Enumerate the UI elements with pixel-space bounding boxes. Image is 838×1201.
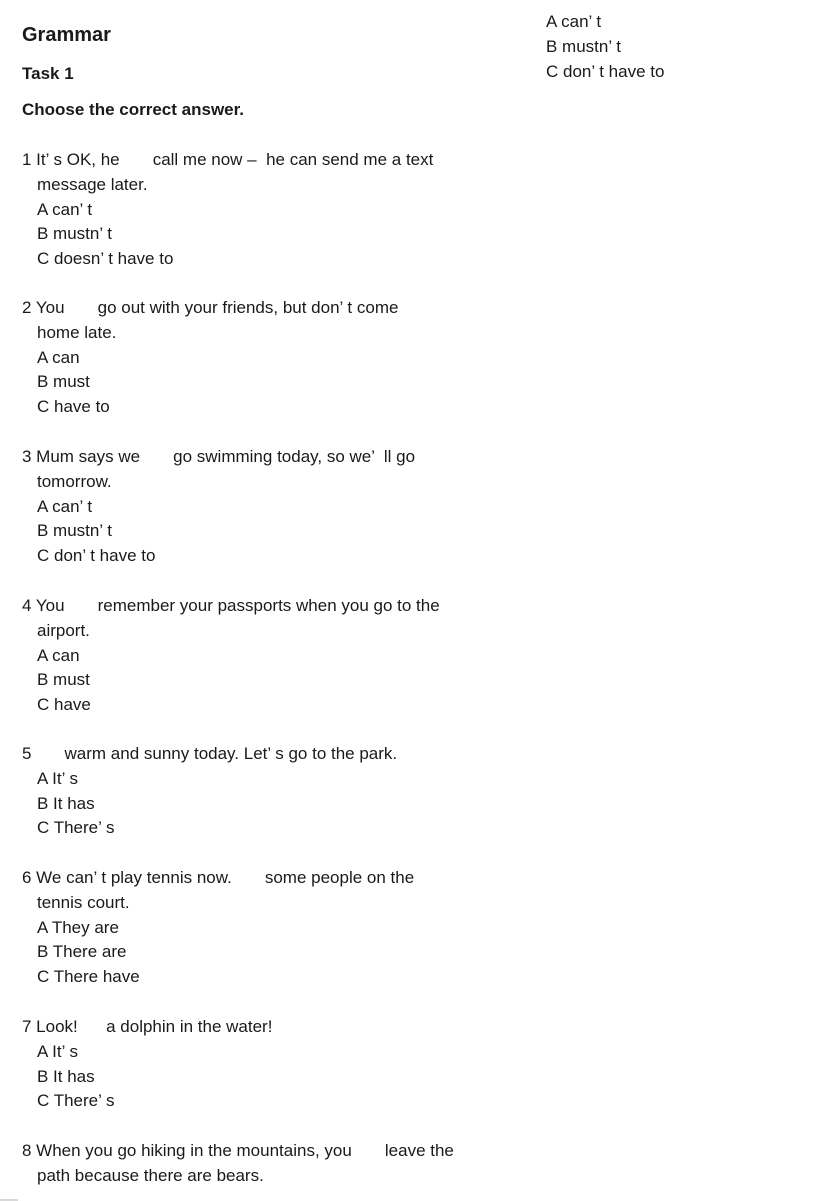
side-option-b: B mustn’ t (546, 37, 621, 56)
side-option-a: A can’ t (546, 12, 602, 31)
question-1 (22, 148, 482, 272)
question-stem: 5 warm and sunny today. Let’ s go to the park. (22, 744, 398, 763)
question-8 (22, 1139, 482, 1189)
task-heading: Task 1 (22, 64, 74, 83)
option-b: B must (37, 372, 90, 392)
side-option-c: C don’ t have to (546, 62, 665, 81)
question-continuation: path because there are bears. (37, 1165, 264, 1185)
question-stem: 7 Look! a dolphin in the water! (22, 1017, 273, 1036)
option-b: B mustn’ t (37, 521, 112, 541)
option-a: A can’ t (37, 496, 93, 516)
option-b: B must (37, 670, 90, 690)
option-b: B It has (37, 1066, 95, 1086)
question-stem: 4 You remember your passports when you go to the (22, 596, 440, 615)
option-c: C There’ s (37, 1091, 115, 1111)
option-c: C There’ s (37, 818, 115, 838)
question-7 (22, 1015, 482, 1114)
option-a: A can (37, 645, 80, 665)
question-stem: 6 We can’ t play tennis now. some people on the (22, 868, 415, 887)
question-3 (22, 445, 482, 569)
question-4 (22, 594, 482, 718)
option-c: C have (37, 695, 91, 715)
instruction: Choose the correct answer. (22, 100, 245, 119)
option-a: A can’ t (37, 199, 93, 219)
option-a: A can (37, 347, 80, 367)
question-continuation: message later. (37, 174, 148, 194)
option-b: B It has (37, 793, 95, 813)
option-a: A They are (37, 917, 119, 937)
question-stem: 8 When you go hiking in the mountains, you leave the (22, 1141, 454, 1160)
question-continuation: tomorrow. (37, 471, 112, 491)
question-5 (22, 742, 482, 841)
option-a: A It’ s (37, 1041, 78, 1061)
option-c: C don’ t have to (37, 546, 156, 566)
question-stem: 1 It’ s OK, he call me now – he can send me a text (22, 150, 434, 169)
option-a: A It’ s (37, 768, 78, 788)
question-continuation: home late. (37, 322, 117, 342)
question-stem: 3 Mum says we go swimming today, so we’ ll go (22, 447, 416, 466)
option-c: C doesn’ t have to (37, 249, 174, 269)
option-c: C There have (37, 967, 140, 987)
option-b: B There are (37, 942, 127, 962)
question-continuation: tennis court. (37, 892, 130, 912)
option-c: C have to (37, 397, 110, 417)
page-title: Grammar (22, 24, 111, 46)
question-continuation: airport. (37, 620, 90, 640)
question-2 (22, 296, 482, 420)
question-stem: 2 You go out with your friends, but don’ t come (22, 298, 399, 317)
question-6 (22, 866, 482, 990)
option-b: B mustn’ t (37, 224, 112, 244)
